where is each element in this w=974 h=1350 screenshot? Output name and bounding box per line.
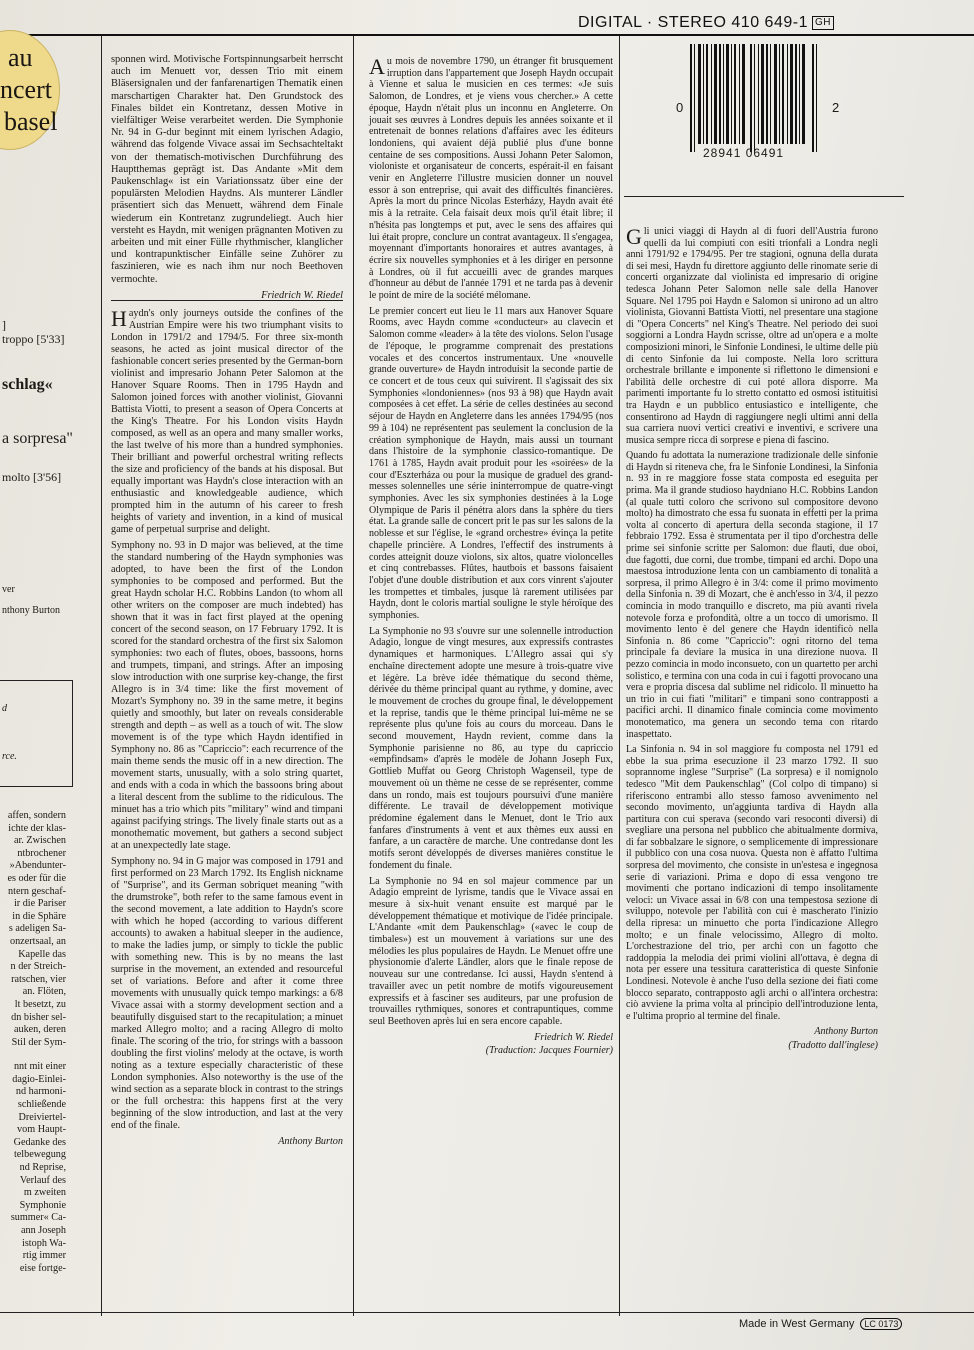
english-signature: Anthony Burton [278,1136,343,1147]
made-in-label: Made in West Germany [739,1318,855,1330]
english-paragraph: Symphony no. 93 in D major was believed, at the time the standard numbering of the Haydn symphonies was adopted, to have been the first of the London symphonies to be composed and performed. But the great Haydn scholar H.C. Robbins Landon (to whom all other writers on the composer are much indebted) has shown that it was in fact first played at the opening concert of the second season, on 17 February 1792. It is scored for the standard orchestra of the first six Salomon symphonies: two each of flutes, oboes, bassoons, horns and trumpets, timpani, and strings. After an imposing slow introduction with one surprise key-change, the first Allegro is in 3/4 time: like the first movement of Mozart's Symphony no. 39 in the same metre, it begins quietly and smoothly, but later on reveals considerable strength and depth – as well as a touch of wit. The slow movement is of the type which Haydn identified in Symphony no. 86 as "Capriccio": each recurrence of the main theme sends the music off in a new direction. The movement starts, unusually, with a solo string quartet, and ends with a coda in which the bassoons bring about a literal descent from the sublime to the ridiculous. The minuet has a trio which pits "military" wind and timpani against pacifying strings. The lively finale starts out as a monothematic movement, but gathers a second subject at an unexpectedly late stage. [111,540,343,851]
left-line: Kapelle das [18,948,66,960]
left-line: schließende [17,1099,66,1111]
left-line: vom Haupt- [17,1124,66,1136]
left-line: nnt mit einer [13,1061,66,1073]
left-line: eise fortge- [19,1262,66,1274]
left-line: Symphonie [19,1199,66,1211]
left-fragment: d [2,703,7,714]
italian-paragraph: Quando fu adottata la numerazione tradizionale delle sinfonie di Haydn si riteneva che, fra le Sinfonie Londinesi, la Sinfonia n. 93 in re maggiore fosse stata composta ed eseguita per prima. Ma il grande studioso haydniano H.C. Robbins Landon (al quale tutti coloro che scrivono sul compositore devono molto) ha dimostrato che essa fu suonata in effetti per la prima volta al concerto di apertura della seconda stagione, il 17 febbraio 1792. Essa è strumentata per il tipo d'orchestra delle prime sei sinfonie scritte per Salomon: due flauti, due oboi, due fagotti, due corni, due trombe, timpani ed archi. Dopo una maestosa introduzione lenta con un cambiamento di tonalità a sorpresa, il primo Allegro è in 3/4: come il primo movimento della Sinfonia n. 39 di Mozart, che è anch'esso in 3/4, il pezzo comincia in modo tranquillo e discreto, ma più avanti rivela notevole forza e profondità, oltre a un tocco di umorismo. Il movimento lento è del genere che Haydn identificò nella Sinfonia n. 86 come "Capriccio": ogni ritorno del tema principale fa deviare la musica in una direzione nuova. Il pezzo comincia in modo inconsueto, con un quartetto per archi solistico, e termina con una coda in cui i fagotti provocano una vera e propria discesa dal sublime nel ridicolo. Il minuetto ha un trio in cui fiati "militari" e timpani sono contrapposti a pacifici archi. Il dinamico finale comincia come movimento monotematico, ma genera un secondo tema con ritardo inaspettato. [626,450,878,740]
left-line: Verlauf des [19,1174,66,1186]
left-line: auken, deren [13,1024,66,1036]
french-signature: Friedrich W. Riedel [534,1031,613,1043]
left-line: affen, sondern [7,810,66,821]
english-paragraph: Symphony no. 94 in G major was composed in 1791 and first performed on 23 March 1792. Its English nickname of "Surprise", and its German sobriquet meaning "with the drumstroke", both refer to the same famous event in the second movement, a late addition to Haydn's score with which he hoped (according to various different accounts) to awaken a habitual sleeper in the audience, to make the ladies jump, or simply to tickle the public with something new. This is by no means the last surprise in the movement, an extended and resourceful set of variations. Before and after it come three movements with unusually quick tempo markings: a 6/8 Vivace assai with a stormy development section and a beautifully disguised start to the recapitulation; a minuet marked Allegro molto; and a racing Allegro di molto finale. The scoring of the trio, for strings with a bassoon doubling the first violins' melody at the octave, is worth noting as a texture especially characteristic of these London symphonies. Also noteworthy is the use of the wind section as a separate block in contrast to the strings or the full orchestra: this happens first at the very beginning of the slow introduction, and last at the very end of the finale. [111,856,343,1131]
barcode-left-digit: 0 [676,100,684,115]
left-line: an. Flöten, [22,986,66,998]
german-text-block [111,54,343,302]
left-fragment: molto [3'56] [2,470,62,484]
italian-dropcap: G [626,224,642,249]
german-paragraph: sponnen wird. Motivische Fortspinnungsarbeit herrscht auch im Menuett vor, dessen Trio mit einem Bläsersignalen und der fanfarenartigen Thematik einen marschartigen Charakter hat. Den Grundstock des Finales bildet ein Kontretanz, dessen Motive in vielfältiger Weise verarbeitet werden. Die Symphonie Nr. 94 in G-dur beginnt mit einem lyrischen Adagio, während das folgende Vivace assai im Sechsachteltakt von der thematisch-motivischen Durchführung des Hauptthemas geprägt ist. Das Andante »Mit dem Paukenschlag« ist ein Variationssatz über eine der populärsten Melodien Haydns. Als munterer Ländler präsentiert sich das Menuett, während dem Finale wiederum ein Kontretanz zugrundeliegt. Auch hier versteht es Haydn, mit wenigen prägnanten Motiven zu arbeiten und mit einer Fülle rhythmischer, klanglicher und kontrapunktischer Einfälle seine Zuhörer zu faszinieren, wie es nach ihm nur noch Beethoven vermochte. [111,54,343,285]
left-line: ann Joseph [21,1225,66,1236]
column-rule-2 [353,36,354,1316]
italian-signature: Anthony Burton [814,1026,878,1038]
column-rule-1 [101,36,102,1316]
french-dropcap: A [369,54,385,79]
french-paragraph: Le premier concert eut lieu le 11 mars aux Hanover Square Rooms, avec Haydn comme «conducteur» au clavecin et Salomon comme «leader» à la tête des violons. Selon l'usage de l'époque, le programme comprenait des prestations vocales et des concertos instrumentaux. Une «nouvelle grande ouverture» de Haydn introduisit la seconde partie de ce concert et de tous ceux qui suivirent. Il s'agissait des six Symphonies «londoniennes» (nos 93 à 98) que Haydn avait composées à cet effet. La série de celles destinées au second séjour de Haydn en Angleterre dans les années 1794/95 (nos 99 à 104) ne représentent pas seulement la conclusion de la création symphonique de Haydn, mais aussi un tournant dans l'histoire de la symphonie classico-romantique. De 1761 à 1785, Haydn avait produit pour les «soirées» de la cour d'Eszterháza ou pour la musique de graduel des grand-messes solennelles une série ininterrompue de quatre-vingt symphonies. Avec les six symphonies destinées à la Loge Olympique de Paris il pénétra alors dans la sphère du tiers état. La grande salle de concert prit le pas sur les salons de la noblesse et sur l'église, le «grand orchestre» évinça la petite chapelle princière. A Londres, l'effectif des instruments à cordes atteignit douze violons, six altos, quatre violoncelles et cinq contrebasses. Flûtes, hautbois et bassons faisaient l'objet d'une double distribution et aux cors vinrent s'ajouter les trompettes et timbales, jusque là rarement utilisées par Haydn, dont le coloris martial souligne le style héroïque des symphonies. [369,305,613,622]
italian-paragraph: La Sinfonia n. 94 in sol maggiore fu composta nel 1791 ed ebbe la sua prima esecuzione il 23 marzo 1792. Il suo soprannome inglese "Surprise" (La sorpresa) e il nomignolo tedesco "Mit dem Paukenschlag" (Col colpo di timpano) si riferiscono entrambi allo stesso famoso avvenimento nel secondo movimento, un'aggiunta tardiva di Haydn alla partitura con cui sperava (secondo vari resoconti diversi) di svegliare una persona nel pubblico che abitualmente dormiva, di far sobbalzare le signore, o semplicemente di impressionare il pubblico con una cosa nuova. Questa non è affatto l'ultima sorpresa del movimento, che consiste in un'estesa e ingegnosa serie di variazioni. Prima e dopo di essa vengono tre movimenti che portano indicazioni di tempo insolitamente veloci: un Vivace assai in 6/8 con una tempestosa sezione di sviluppo, notevole per l'abilità con cui è mascherato l'inizio della ripresa: un minuetto che porta l'indicazione Allegro molto; e un finale velocissimo, Allegro di molto. L'orchestrazione del trio, per archi con un fagotto che raddoppia la melodia dei primi violini all'ottava, è degna di nota per essere una tessitura caratteristica di queste Sinfonie Londinesi. Notevole è anche l'uso della sezione dei fiati come blocco separato, contrapposto agli archi o all'intera orchestra: ciò avviene la prima volta al principio dell'introduzione lenta, e l'ultima proprio al termine del finale. [626,744,878,1022]
left-line: rtig immer [22,1250,66,1262]
left-line: telbewegung [13,1149,66,1161]
left-fragment: ver [2,584,15,595]
italian-paragraph: li unici viaggi di Haydn al di fuori dell'Austria furono quelli da lui compiuti con esiti trionfali a Londra negli anni 1791/92 e 1794/95. Per tre stagioni, ognuna della durata di sei mesi, Haydn fu direttore aggiunto delle rinomate serie di concerti organizzate dal violinista ed impresario di origine tedesca Johann Peter Salomon nelle sale della Hanover Square. Nel 1795 poi Haydn e Salomon si unirono ad un altro violinista, Giovanni Battista Viotti, nel presentare una stagione di "Opera Concerts" nel King's Theatre. Nel periodo dei suoi soggiorni a Londra Haydn scrisse, oltre ad un'opera e a molte composizioni minori, le Sinfonie Londinesi, le ultime delle più di cento Sinfonie da lui composte. Nella loro scrittura orchestrale brillante e imponente si riflettono le dimensioni e l'abilità delle orchestre di cui poté allora disporre. Ma parimenti importante fu lo stretto contatto ed osmosi istituitisi tra Haydn e un pubblico entusiastico e intelligente, che consentirono ad Haydn di raggiungere negli ultimi anni della sua carriera nuovi vertici creativi e inventivi, e scrivere una musica sempre ricca di sorprese e piena di fascino. [626,226,878,446]
column-rule-3 [619,36,620,1316]
left-line: n der Streich- [10,961,66,973]
badge-line-2: ncert [0,75,52,104]
label-code-badge: LC 0173 [860,1318,902,1330]
left-line: summer« Ca- [10,1212,66,1224]
badge-text [0,42,57,138]
left-fragment: ] [2,318,6,332]
left-line: Gedanke des [13,1136,66,1148]
gh-logo-box: GH [812,16,834,30]
bottom-rule [0,1312,974,1313]
left-line: ir die Pariser [13,898,66,910]
left-line: in die Sphäre [12,910,66,922]
left-line: dagio-Einlei- [12,1073,66,1085]
english-text-block [111,308,343,1148]
left-line: es oder für die [7,872,66,884]
english-dropcap: H [111,306,127,331]
left-line: istoph Wa- [22,1237,66,1249]
left-line: m zweiten [23,1187,66,1199]
left-line: ichte der klas- [8,822,66,834]
left-line: »Abendunter- [9,860,66,872]
left-line: nd Reprise, [19,1162,66,1174]
italian-translation-credit: (Tradotto dall'inglese) [788,1039,878,1051]
left-line: ntern geschaf- [8,885,66,897]
left-fragment: schlag« [2,376,53,393]
italian-text-block [626,226,878,1052]
left-line: dn bisher sel- [11,1011,66,1023]
badge-line-3: basel [4,107,58,136]
badge-line-1: au [8,43,33,72]
left-line: onzertsaal, an [9,935,66,947]
left-fragment: nthony Burton [2,605,61,616]
barcode-number: 28941 06491 [703,146,785,160]
left-line: ratschen, vier [11,973,66,985]
footer [739,1318,902,1330]
left-info-box [0,680,73,787]
french-text-block [369,56,613,1057]
french-paragraph: u mois de novembre 1790, un étranger fit brusquement irruption dans l'appartement que Joseph Haydn occupait à Vienne et salua le musicien en ces termes: «Je suis Salomon, de Londres, et je viens vous chercher.» A cette époque, Haydn n'était plus un inconnu en Angleterre. On jouait ses œuvres à Londres depuis les années soixante et il entretenait de bonnes relations d'affaires avec les éditeurs londoniens, qui avaient déjà publié plus d'une bonne centaine de ses compositions. Aussi Johann Peter Salomon, violoniste et organisateur de concerts, espérait-il en faisant venir en Angleterre l'illustre musicien donner un nouvel essor à son entreprise, qui avait des difficultés financières. Après la mort du prince Nicolas Esterházy, Haydn avait été mis à la retraite. Cela faisait deux mois qu'il était libre; il n'hésita pas longtemps et put, avec le sens des affaires qui lui était propre, conclure un contrat avantageux. Il s'engagea, moyennant d'importants honoraires et autres avantages, à écrire six nouvelles symphonies et à les diriger en personne à Londres, où il fut accueilli avec de grandes marques d'honneur au début de l'année 1791 et ne tarda pas à devenir le point de mire de la société mélomane. [369,56,613,302]
left-line: s adeligen Sa- [8,923,66,935]
left-fragment: troppo [5'33] [2,332,65,346]
left-line [0,1049,66,1061]
left-fragment: rce. [2,751,17,762]
french-paragraph: La Symphonie no 93 s'ouvre sur une solennelle introduction Adagio, longue de vingt mesures, aux expressifs contrastes dynamiques et harmoniques. L'Allegro assai qui s'y enchaîne directement adopte une mesure à trois-quatre vive et légère. La brève idée thématique du second thème, dérivée du thème principal quant au rythme, y domine, avec le mouvement de croches du groupe final, le développement et la reprise, tandis que le thème principal lui-même ne se représente plus qu'une fois au cours du morceau. Dans le second mouvement, Haydn revient, comme dans la Symphonie parisienne no 86, au type du capriccio «empfindsam» d'après le modèle de Johann Joseph Fux, Gottlieb Muffat ou Georg Christoph Wagenseil, type de mouvement où un thème ne cesse de se représenter, comme dans un rondo, mais est toujours poursuivi d'une manière différente. Le travail de développement motivique prédomine également dans le Menuet, dont le Trio aux fanfares d'instruments à vent et aux thèmes eux aussi en fanfare, a un caractère de marche. Une contredanse dont les motifs seront développés de diverses manières constitue le fondement du finale. [369,625,613,871]
english-paragraph: aydn's only journeys outside the confines of the Austrian Empire were his two triumphant visits to London in 1791/2 and 1794/5. For three six-month seasons, he acted as joint musical director of the fashionable concert series presented by the German-born violinist and impresario Johann Peter Salomon at the Hanover Square Rooms. Then in 1795 Haydn and Salomon joined forces with another violinist, Giovanni Battista Viotti, to present a season of Opera Concerts at the King's Theatre. For his London visits Haydn composed, as well as an opera and many smaller works, the last twelve of his more than a hundred symphonies. Their brilliant and powerful orchestral writing reflects the size and proficiency of the bands at his disposal. But equally important was Haydn's close interaction with an enthusiastic and knowledgeable audience, which prompted him in the autumn of his career to fresh heights of variety and invention, in a kind of musical game of perpetual surprise and delight. [111,308,343,535]
left-line: lt besetzt, zu [14,998,66,1010]
top-rule [0,34,974,36]
section-rule [111,300,343,301]
french-translation-credit: (Traduction: Jacques Fournier) [485,1045,613,1057]
catalog-header [578,14,834,32]
catalog-title: DIGITAL · STEREO 410 649-1 [578,14,808,31]
left-german-column [0,810,66,1275]
left-line: Dreiviertel- [18,1111,66,1123]
left-line: ar. Zwischen [13,835,66,847]
barcode-right-digit: 2 [832,100,840,115]
section-rule [624,196,904,197]
left-fragment: a sorpresa" [2,430,73,447]
barcode [688,44,820,152]
left-line: ntbrochener [17,847,66,859]
german-signature: Friedrich W. Riedel [261,289,343,301]
left-line: Stil der Sym- [11,1036,66,1048]
left-line: nd harmoni- [15,1086,66,1098]
french-paragraph: La Symphonie no 94 en sol majeur commence par un Adagio empreint de lyrisme, tandis que le Vivace assai en mesure à six-huit venant ensuite est marqué par le développement thématique et motivique de l'idée principale. L'Andante «mit dem Paukenschlag» («avec le coup de timbales») est un mouvement à variations sur une des mélodies les plus populaires de Haydn. Le Menuet offre une physionomie d'alerte Ländler, alors que le finale repose de nouveau sur une contredanse. Ici aussi, Haydn s'entend à travailler avec un petit nombre de motifs vigoureusement expressifs et à fasciner ses auditeurs, par une profusion de trouvailles rythmiques, sonores et contrapuntiques, comme seul Beethoven après lui en sera encore capable. [369,875,613,1027]
